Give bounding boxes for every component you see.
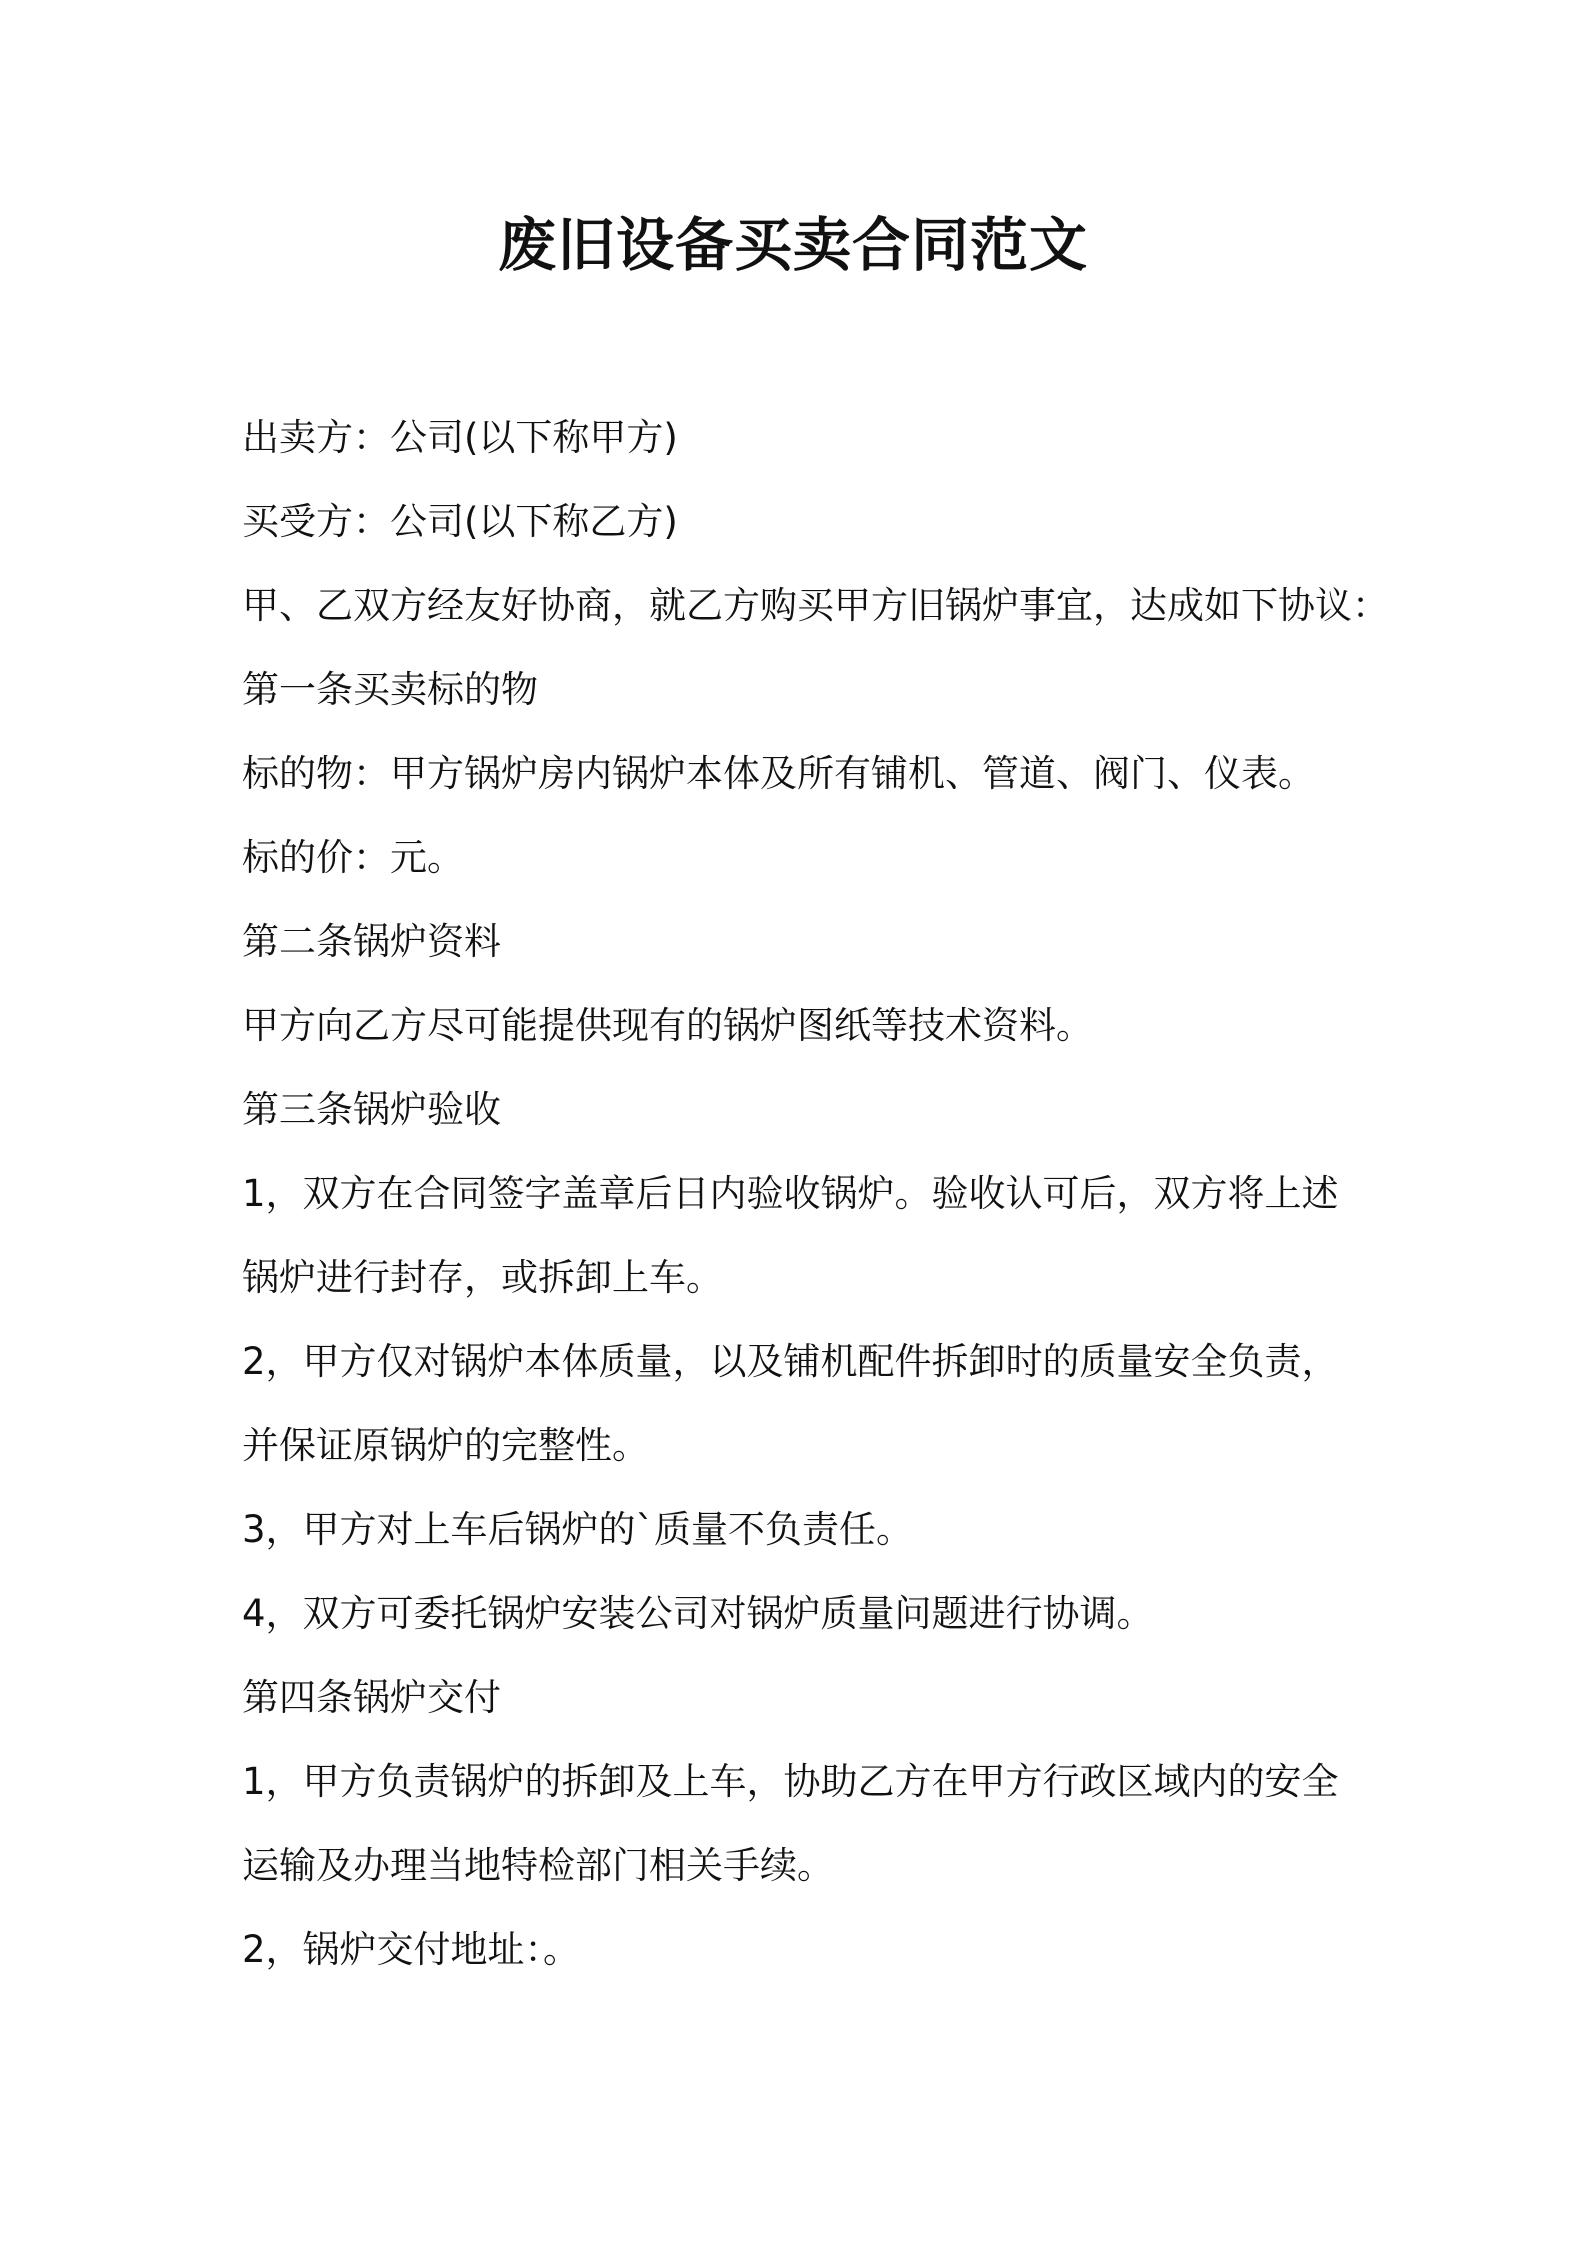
article-3-heading: 第三条锅炉验收	[242, 1088, 501, 1131]
article-4-clause-1: 1，甲方负责锅炉的拆卸及上车，协助乙方在甲方行政区域内的安全	[242, 1760, 1339, 1803]
seller-line: 出卖方：公司(以下称甲方)	[242, 416, 678, 459]
price-line: 标的价：元。	[242, 836, 464, 879]
article-1-heading: 第一条买卖标的物	[242, 668, 538, 711]
buyer-line: 买受方：公司(以下称乙方)	[242, 500, 678, 543]
article-2-text: 甲方向乙方尽可能提供现有的锅炉图纸等技术资料。	[242, 1004, 1093, 1047]
article-4-heading: 第四条锅炉交付	[242, 1676, 501, 1719]
article-4-clause-2: 2，锅炉交付地址：。	[242, 1928, 581, 1971]
subject-matter-line: 标的物：甲方锅炉房内锅炉本体及所有铺机、管道、阀门、仪表。	[242, 752, 1315, 795]
article-3-clause-3: 3，甲方对上车后锅炉的`质量不负责任。	[242, 1508, 914, 1551]
article-4-clause-1-cont: 运输及办理当地特检部门相关手续。	[242, 1844, 834, 1887]
article-3-clause-1-cont: 锅炉进行封存，或拆卸上车。	[242, 1256, 723, 1299]
article-2-heading: 第二条锅炉资料	[242, 920, 501, 963]
article-3-clause-2: 2，甲方仅对锅炉本体质量，以及铺机配件拆卸时的质量安全负责，	[242, 1340, 1339, 1383]
article-3-clause-4: 4，双方可委托锅炉安装公司对锅炉质量问题进行协调。	[242, 1592, 1154, 1635]
article-3-clause-1: 1，双方在合同签字盖章后日内验收锅炉。验收认可后，双方将上述	[242, 1172, 1339, 1215]
article-3-clause-2-cont: 并保证原锅炉的完整性。	[242, 1424, 649, 1467]
document-title: 废旧设备买卖合同范文	[497, 211, 1088, 279]
agreement-intro: 甲、乙双方经友好协商，就乙方购买甲方旧锅炉事宜，达成如下协议：	[242, 584, 1389, 627]
